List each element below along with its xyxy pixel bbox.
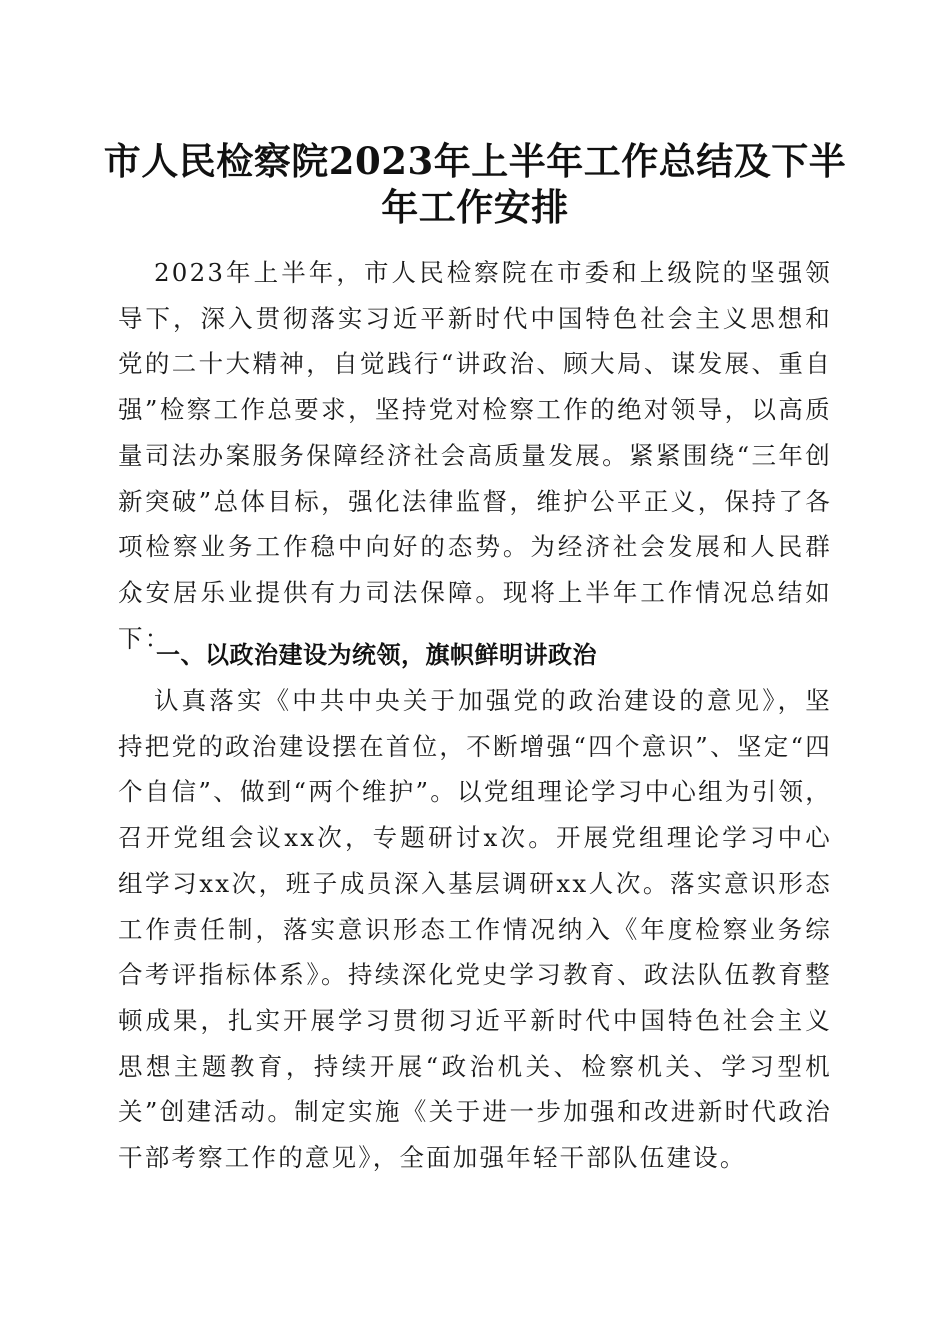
section-heading-1: 一、以政治建设为统领，旗帜鲜明讲政治 [156, 641, 597, 669]
section-paragraph-1: 认真落实《中共中央关于加强党的政治建设的意见》，坚持把党的政治建设摆在首位，不断增强“四个意识”、坚定“四个自信”、做到“两个维护”。以党组理论学习中心组为引领，召开党组会议xx次，专题研讨x次。开展党组理论学习中心组学习xx次，班子成员深入基层调研xx人次。落实意识形态工作责任制，落实意识形态工作情况纳入《年度检察业务综合考评指标体系》。持续深化党史学习教育、政法队伍教育整顿成果，扎实开展学习贯彻习近平新时代中国特色社会主义思想主题教育，持续开展“政治机关、检察机关、学习型机关”创建活动。制定实施《关于进一步加强和改进新时代政治干部考察工作的意见》，全面加强年轻干部队伍建设。 [118, 686, 832, 1173]
document-title: 市人民检察院2023年上半年工作总结及下半年工作安排 [103, 139, 847, 229]
intro-paragraph: 2023年上半年，市人民检察院在市委和上级院的坚强领导下，深入贯彻落实习近平新时代中国特色社会主义思想和党的二十大精神，自觉践行“讲政治、顾大局、谋发展、重自强”检察工作总要求，坚持党对检察工作的绝对领导，以高质量司法办案服务保障经济社会高质量发展。紧紧围绕“三年创新突破”总体目标，强化法律监督，维护公平正义，保持了各项检察业务工作稳中向好的态势。为经济社会发展和人民群众安居乐业提供有力司法保障。现将上半年工作情况总结如下： [118, 258, 832, 653]
